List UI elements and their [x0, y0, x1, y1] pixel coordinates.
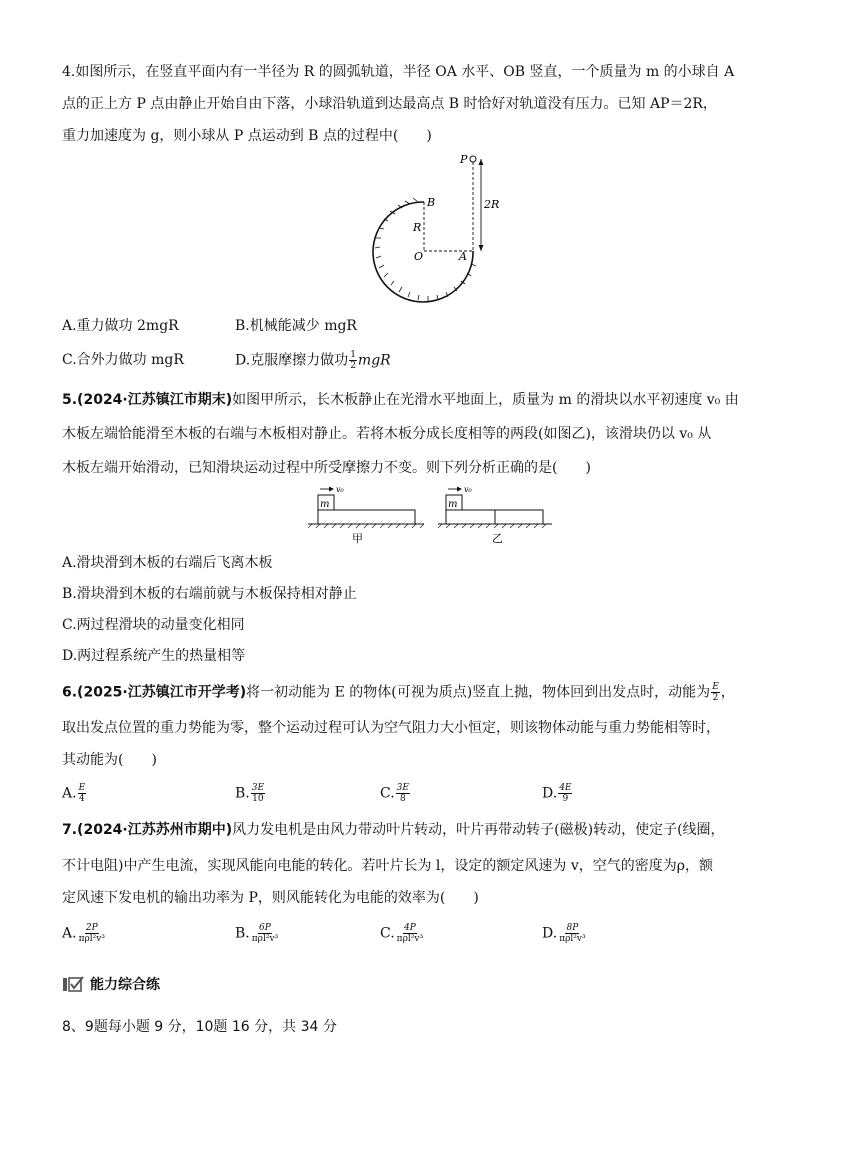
- q5-line-1: 5.(2024·江苏镇江市期末)如图甲所示，长木板静止在光滑水平地面上，质量为 m 的滑块以水平初速度 v₀ 由: [62, 392, 739, 408]
- long-board-jia: [318, 510, 415, 524]
- label-O: O: [414, 250, 424, 263]
- scoring-note: 8、9题每小题 9 分，10题 16 分，共 34 分: [62, 1019, 337, 1035]
- q6-line-2: 取出发点位置的重力势能为零，整个运动过程可认为空气阻力大小恒定，则该物体动能与重力势能相等时，: [62, 720, 720, 736]
- velocity-label-yi: v₀: [464, 485, 472, 494]
- board-half-left-yi: [446, 510, 495, 524]
- q5-line-3: 木板左端开始滑动，已知滑块运动过程中所受摩擦力不变。则下列分析正确的是( ): [62, 460, 591, 476]
- q6-option-d: D. $\frac{4E}{9}$: [542, 783, 572, 804]
- q6-line-1: 6.(2025·江苏镇江市开学考)将一初动能为 E 的物体(可视为质点)竖直上抛，物体回到出发点时，动能为 $\frac{E}{2}$ ，: [62, 682, 735, 703]
- q7-option-a: A. $\frac{2P}{\text{πρl²v³}}$: [62, 923, 105, 944]
- slider-label-yi: m: [448, 499, 458, 510]
- q4-option-d: [235, 350, 391, 371]
- q4-option-c: C.合外力做功 mgR: [62, 352, 184, 368]
- q5-source: 5.(2024·江苏镇江市期末): [62, 392, 233, 408]
- label-A: A: [459, 250, 467, 263]
- q6-source: 6.(2025·江苏镇江市开学考): [62, 684, 247, 701]
- q6-line-3: 其动能为( ): [62, 752, 157, 768]
- label-R: R: [413, 221, 422, 234]
- q7-option-c: C. $\frac{4P}{\text{πρl²v³}}$: [380, 923, 424, 944]
- q7-line-1: 7.(2024·江苏苏州市期中)风力发电机是由风力带动叶片转动，叶片再带动转子(磁极)转动，使定子(线圈，: [62, 822, 725, 838]
- q5-option-d: D.两过程系统产生的热量相等: [62, 648, 246, 664]
- q6-kinetic-fraction: $\frac{E}{2}$: [712, 682, 719, 703]
- q6-option-c: C. $\frac{3E}{8}$: [380, 783, 409, 804]
- figure-jia: [308, 485, 424, 544]
- board-half-right-yi: [495, 510, 543, 524]
- q5-option-a: A.滑块滑到木板的右端后飞离木板: [62, 555, 273, 571]
- q4-line-3: 重力加速度为 g，则小球从 P 点运动到 B 点的过程中( ): [62, 128, 432, 144]
- q6-option-b: B. $\frac{3E}{10}$: [235, 783, 265, 804]
- q6-option-a: A. $\frac{E}{4}$: [62, 783, 86, 804]
- q7-line-2: 不计电阻)中产生电流，实现风能向电能的转化。若叶片长为 l，设定的额定风速为 v，空气的密度为ρ，额: [62, 858, 713, 874]
- section-title: 能力综合练: [90, 977, 160, 993]
- caption-jia: 甲: [352, 532, 363, 544]
- q4-option-d-fraction: $\frac{1}{2}$: [350, 350, 356, 371]
- q5-option-b: B.滑块滑到木板的右端前就与木板保持相对静止: [62, 586, 357, 602]
- slider-label-jia: m: [320, 499, 330, 510]
- label-P: P: [460, 153, 468, 166]
- section-checkbox-icon: [62, 976, 84, 992]
- caption-yi: 乙: [492, 532, 503, 544]
- ball-at-P: [470, 156, 476, 162]
- q4-line-1: 4.如图所示，在竖直平面内有一半径为 R 的圆弧轨道，半径 OA 水平、OB 竖直，一个质量为 m 的小球自 A: [62, 64, 735, 80]
- q5-board-figure: [308, 484, 554, 544]
- q5-line-2: 木板左端恰能滑至木板的右端与木板相对静止。若将木板分成长度相等的两段(如图乙)，该滑块仍以 v₀ 从: [62, 426, 712, 442]
- label-2R: 2R: [484, 198, 500, 211]
- label-B: B: [427, 196, 436, 209]
- q7-source: 7.(2024·江苏苏州市期中): [62, 822, 233, 838]
- q4-circular-track-figure: [360, 150, 500, 310]
- q4-option-a: A.重力做功 2mgR: [62, 318, 179, 334]
- q7-option-b: B. $\frac{6P}{\text{πρl²v³}}$: [235, 923, 279, 944]
- q4-option-d-suffix: mgR: [357, 352, 391, 369]
- q4-line-2: 点的正上方 P 点由静止开始自由下落，小球沿轨道到达最高点 B 时恰好对轨道没有压力。已知 AP＝2R，: [62, 96, 717, 112]
- figure-yi: [438, 485, 552, 544]
- section-header: [62, 974, 160, 994]
- q7-option-d: D. $\frac{8P}{\text{πρl²v³}}$: [542, 923, 586, 944]
- q7-line-3: 定风速下发电机的输出功率为 P，则风能转化为电能的效率为( ): [62, 890, 479, 906]
- velocity-label-jia: v₀: [336, 485, 344, 494]
- q4-option-b: B.机械能减少 mgR: [235, 318, 357, 334]
- q5-option-c: C.两过程滑块的动量变化相同: [62, 617, 245, 633]
- q4-option-d-prefix: D.克服摩擦力做功: [235, 352, 349, 369]
